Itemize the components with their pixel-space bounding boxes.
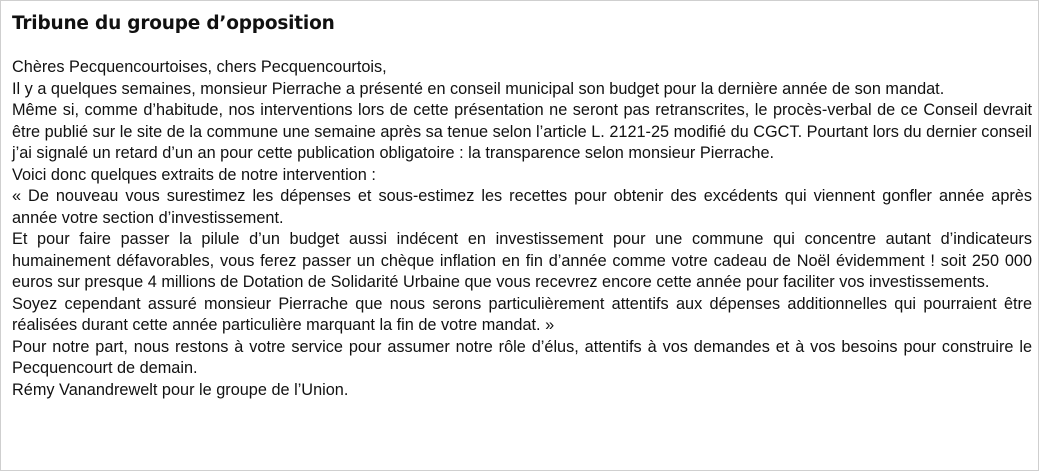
paragraph-greeting: Chères Pecquencourtoises, chers Pecquencourtois, bbox=[12, 58, 387, 76]
paragraph-quote-inflation: Et pour faire passer la pilule d’un budget aussi indécent en investissement pour une commune qui concentre autant d’indicateurs humainement défavorables, vous ferez passer un chèque inflation en fin d’année comme votre cadeau de Noël évidemment ! soit 250 000 euros sur presque 4 millions de Dotation de Solidarité Urbaine que vous recevrez encore cette année pour faciliter vos investissements. bbox=[12, 230, 1032, 291]
paragraph-extracts-intro: Voici donc quelques extraits de notre intervention : bbox=[12, 165, 376, 184]
article-title: Tribune du groupe d’opposition bbox=[12, 13, 335, 34]
paragraph-service: Pour notre part, nous restons à votre service pour assumer notre rôle d’élus, attentifs à vos demandes et à vos besoins pour construire le Pecquencourt de demain. bbox=[12, 337, 1032, 377]
paragraph-quote-expenses: « De nouveau vous surestimez les dépenses et sous-estimez les recettes pour obtenir des excédents qui viennent gonfler année après année votre section d’investissement. bbox=[12, 187, 1032, 227]
paragraph-budget-intro: Il y a quelques semaines, monsieur Pierrache a présenté en conseil municipal son budget pour la dernière année de son mandat. bbox=[12, 79, 945, 98]
paragraph-signature: Rémy Vanandrewelt pour le groupe de l’Union. bbox=[12, 380, 349, 399]
article-body bbox=[12, 11, 1032, 401]
paragraph-transparency: Même si, comme d’habitude, nos interventions lors de cette présentation ne seront pas retranscrites, le procès-verbal de ce Conseil devrait être publié sur le site de la commune une semaine après sa tenue selon l’article L. 2121-25 modifié du CGCT. Pourtant lors du dernier conseil j’ai signalé un retard d’un an pour cette publication obligatoire : la transparence selon monsieur Pierrache. bbox=[12, 101, 1032, 162]
paragraph-quote-attention: Soyez cependant assuré monsieur Pierrache que nous serons particulièrement attentifs aux dépenses additionnelles qui pourraient être réalisées durant cette année particulière marquant la fin de votre mandat. » bbox=[12, 294, 1032, 334]
